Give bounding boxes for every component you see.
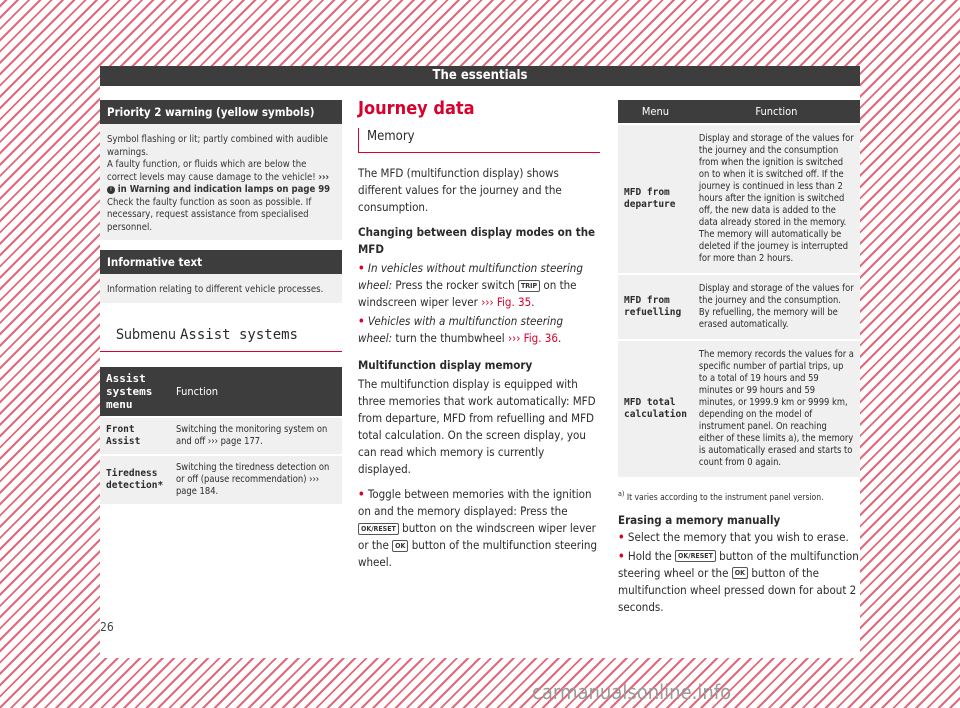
bullet-text: Press the rocker switch	[395, 278, 515, 292]
row-name: Tiredness detection*	[100, 455, 170, 504]
row-name: MFD total calculation	[618, 340, 693, 477]
page-number: 26	[100, 620, 114, 634]
bullet-icon: •	[618, 529, 625, 544]
assist-col-function: Function	[170, 367, 342, 417]
row-function: The memory records the values for a specific number of partial trips, up to a total of 19 hours and 59 minutes or 99 hours and 59 minutes, or 1999.9 km or 9999 km, depending on the model of instrument panel. On reaching either of these limits a), the memory is automatically erased and starts to count from 0 again.	[693, 340, 860, 477]
table-row	[618, 274, 860, 340]
footnote-text: It varies according to the instrument panel version.	[626, 492, 824, 503]
row-function: Switching the tiredness detection on or off (pause recommendation) ››› page 184.	[170, 455, 342, 504]
priority-warning-title: Priority 2 warning (yellow symbols)	[100, 100, 342, 124]
bullet-item	[618, 529, 860, 546]
left-column	[100, 100, 342, 504]
bullet-text: button on the windscreen wiper lever or the	[358, 521, 596, 552]
submenu-name: Assist systems	[179, 326, 298, 343]
ok-reset-key-icon: OK/RESET	[675, 550, 716, 562]
assist-col-menu: Assist systems menu	[100, 367, 170, 417]
erasing-heading: Erasing a memory manually	[618, 512, 781, 527]
middle-column	[358, 100, 600, 573]
bullet-text: on the windscreen wiper lever	[358, 278, 577, 309]
bullet-text: Select the memory that you wish to erase.	[627, 529, 849, 544]
bullet-text: Hold the	[627, 548, 672, 563]
header-bar: The essentials	[100, 66, 860, 86]
bullet-icon: •	[618, 548, 625, 563]
menu-col: Menu	[618, 100, 693, 124]
table-row	[618, 124, 860, 274]
intro-text: The MFD (multifunction display) shows different values for the journey and the consumption.	[358, 166, 562, 214]
row-name: MFD from refuelling	[618, 274, 693, 340]
bullet-item: • In vehicles without multifunction steering wheel: Press the rocker switch TRIP on the windscreen wiper lever ››› Fig. 35.	[358, 261, 583, 309]
fig-link[interactable]: ››› Fig. 35	[481, 295, 532, 309]
row-function: Display and storage of the values for the journey and the consumption. By refuelling, the memory will be erased automatically.	[693, 274, 860, 340]
fig-link[interactable]: ››› Fig. 36	[507, 331, 558, 345]
page	[100, 66, 860, 658]
bullet-item	[618, 548, 860, 616]
bullet-italic: In vehicles without multifunction steering wheel:	[358, 261, 583, 292]
informative-text-title: Informative text	[100, 250, 342, 274]
ref-arrows: ›››	[318, 171, 330, 183]
informative-text-box	[100, 250, 342, 303]
ok-key-icon: OK	[732, 567, 748, 579]
priority-line1: Symbol flashing or lit; partly combined with audible warnings.	[107, 134, 329, 158]
priority-warning-box	[100, 100, 342, 240]
trip-key-icon: TRIP	[518, 280, 540, 292]
priority-line3: Check the faulty function as soon as possible. If necessary, request assistance from specialised personnel.	[107, 196, 312, 233]
priority-line2: A faulty function, or fluids which are below the correct levels may cause damage to the vehicle!	[107, 159, 316, 183]
watermark: carmanualsonline.info	[532, 680, 732, 704]
priority-warning-body	[100, 124, 342, 240]
memory-subtitle: Memory	[358, 128, 600, 153]
informative-text-body: Information relating to different vehicle processes.	[107, 284, 324, 295]
bullet-text: button of the multifunction steering wheel or the	[618, 548, 859, 580]
bullet-text: turn the thumbwheel	[395, 331, 505, 345]
bullet-text: Toggle between memories with the ignition on and the memory displayed: Press the	[358, 487, 592, 518]
bullet-text: button of the multifunction wheel pressed down for about 2 seconds.	[618, 565, 857, 614]
memory-text: The multifunction display is equipped with three memories that work automatically: MFD from departure, MFD from refuelling and MFD total calculation. On the screen display, you can read which memory is currently displayed.	[358, 377, 596, 476]
right-column	[618, 100, 860, 618]
table-row	[618, 340, 860, 477]
row-function: Display and storage of the values for the journey and the consumption from when the ignition is switched on to when it is switched off. If the journey is continued in less than 2 hours after the ignition is switched off, the new data is added to the data already stored in the memory. The memory will automatically be deleted if the journey is interrupted for more than 2 hours.	[693, 124, 860, 274]
bullet-item	[358, 486, 600, 571]
ok-reset-key-icon: OK/RESET	[358, 523, 399, 535]
journey-title: Journey data	[358, 98, 475, 119]
bullet-icon: •	[358, 314, 365, 328]
footnote	[618, 489, 860, 503]
assist-systems-table	[100, 367, 342, 504]
bullet-text: button of the multifunction steering wheel.	[358, 538, 598, 569]
bullet-icon: •	[358, 487, 365, 501]
memory-heading: Multifunction display memory	[358, 358, 533, 372]
submenu-prefix: Submenu	[116, 326, 176, 343]
changing-heading: Changing between display modes on the MFD	[358, 225, 596, 256]
row-function: Switching the monitoring system on and off ››› page 177.	[170, 417, 342, 455]
submenu-heading	[100, 325, 342, 352]
bullet-icon: •	[358, 261, 365, 275]
ok-key-icon: OK	[392, 540, 408, 552]
table-row	[100, 417, 342, 455]
footnote-mark: a)	[618, 489, 625, 498]
table-row	[100, 455, 342, 504]
function-col: Function	[693, 100, 860, 124]
bullet-italic: Vehicles with a multifunction steering wheel:	[358, 314, 564, 345]
menu-function-table	[618, 100, 860, 477]
row-name: MFD from departure	[618, 124, 693, 274]
bullet-item: • Vehicles with a multifunction steering wheel: turn the thumbwheel ››› Fig. 36.	[358, 314, 564, 345]
warning-lamps-link[interactable]: in Warning and indication lamps on page 99	[117, 184, 331, 195]
row-name: Front Assist	[100, 417, 170, 455]
warning-circle-icon: !	[107, 186, 115, 194]
